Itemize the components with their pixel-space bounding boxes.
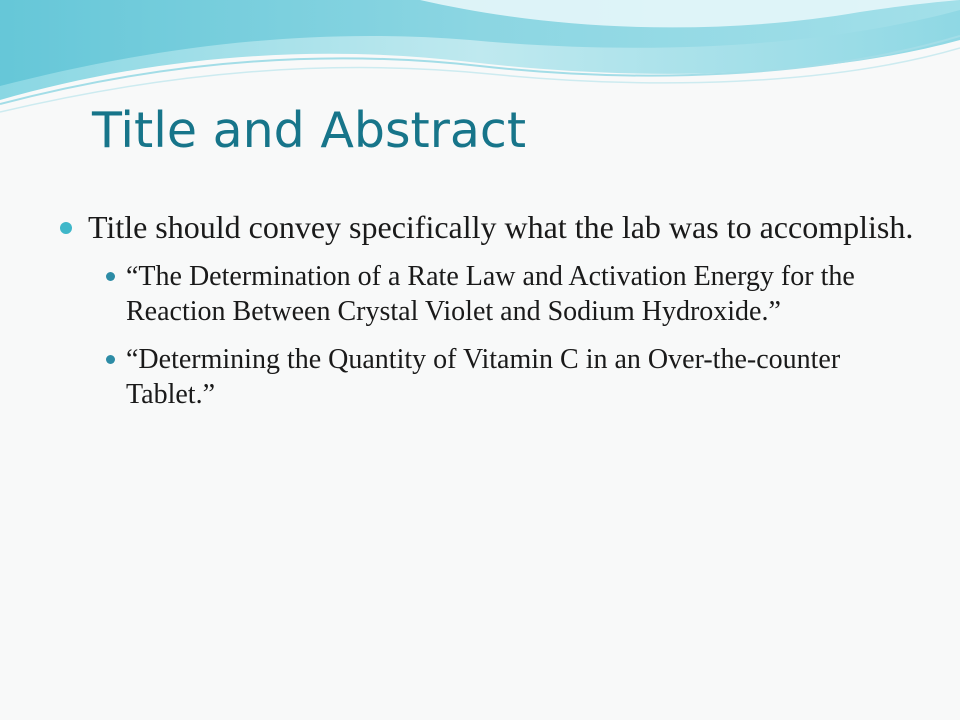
sub-bullet-list (88, 259, 918, 412)
bullet-text: Title should convey specifically what the lab was to accomplish. (88, 209, 914, 245)
sub-bullet-dot-icon (106, 355, 115, 364)
sub-bullet-dot-icon (106, 272, 115, 281)
slide-title: Title and Abstract (92, 102, 527, 159)
sub-bullet-text: “Determining the Quantity of Vitamin C in an Over-the-counter Tablet.” (126, 344, 841, 410)
bullet-point (58, 208, 918, 412)
sub-bullet-point (88, 342, 918, 412)
sub-bullet-point (88, 259, 918, 329)
bullet-dot-icon (60, 222, 72, 234)
bullet-list (58, 208, 918, 425)
sub-bullet-text: “The Determination of a Rate Law and Activation Energy for the Reaction Between Crystal Violet and Sodium Hydroxide.” (126, 261, 855, 327)
